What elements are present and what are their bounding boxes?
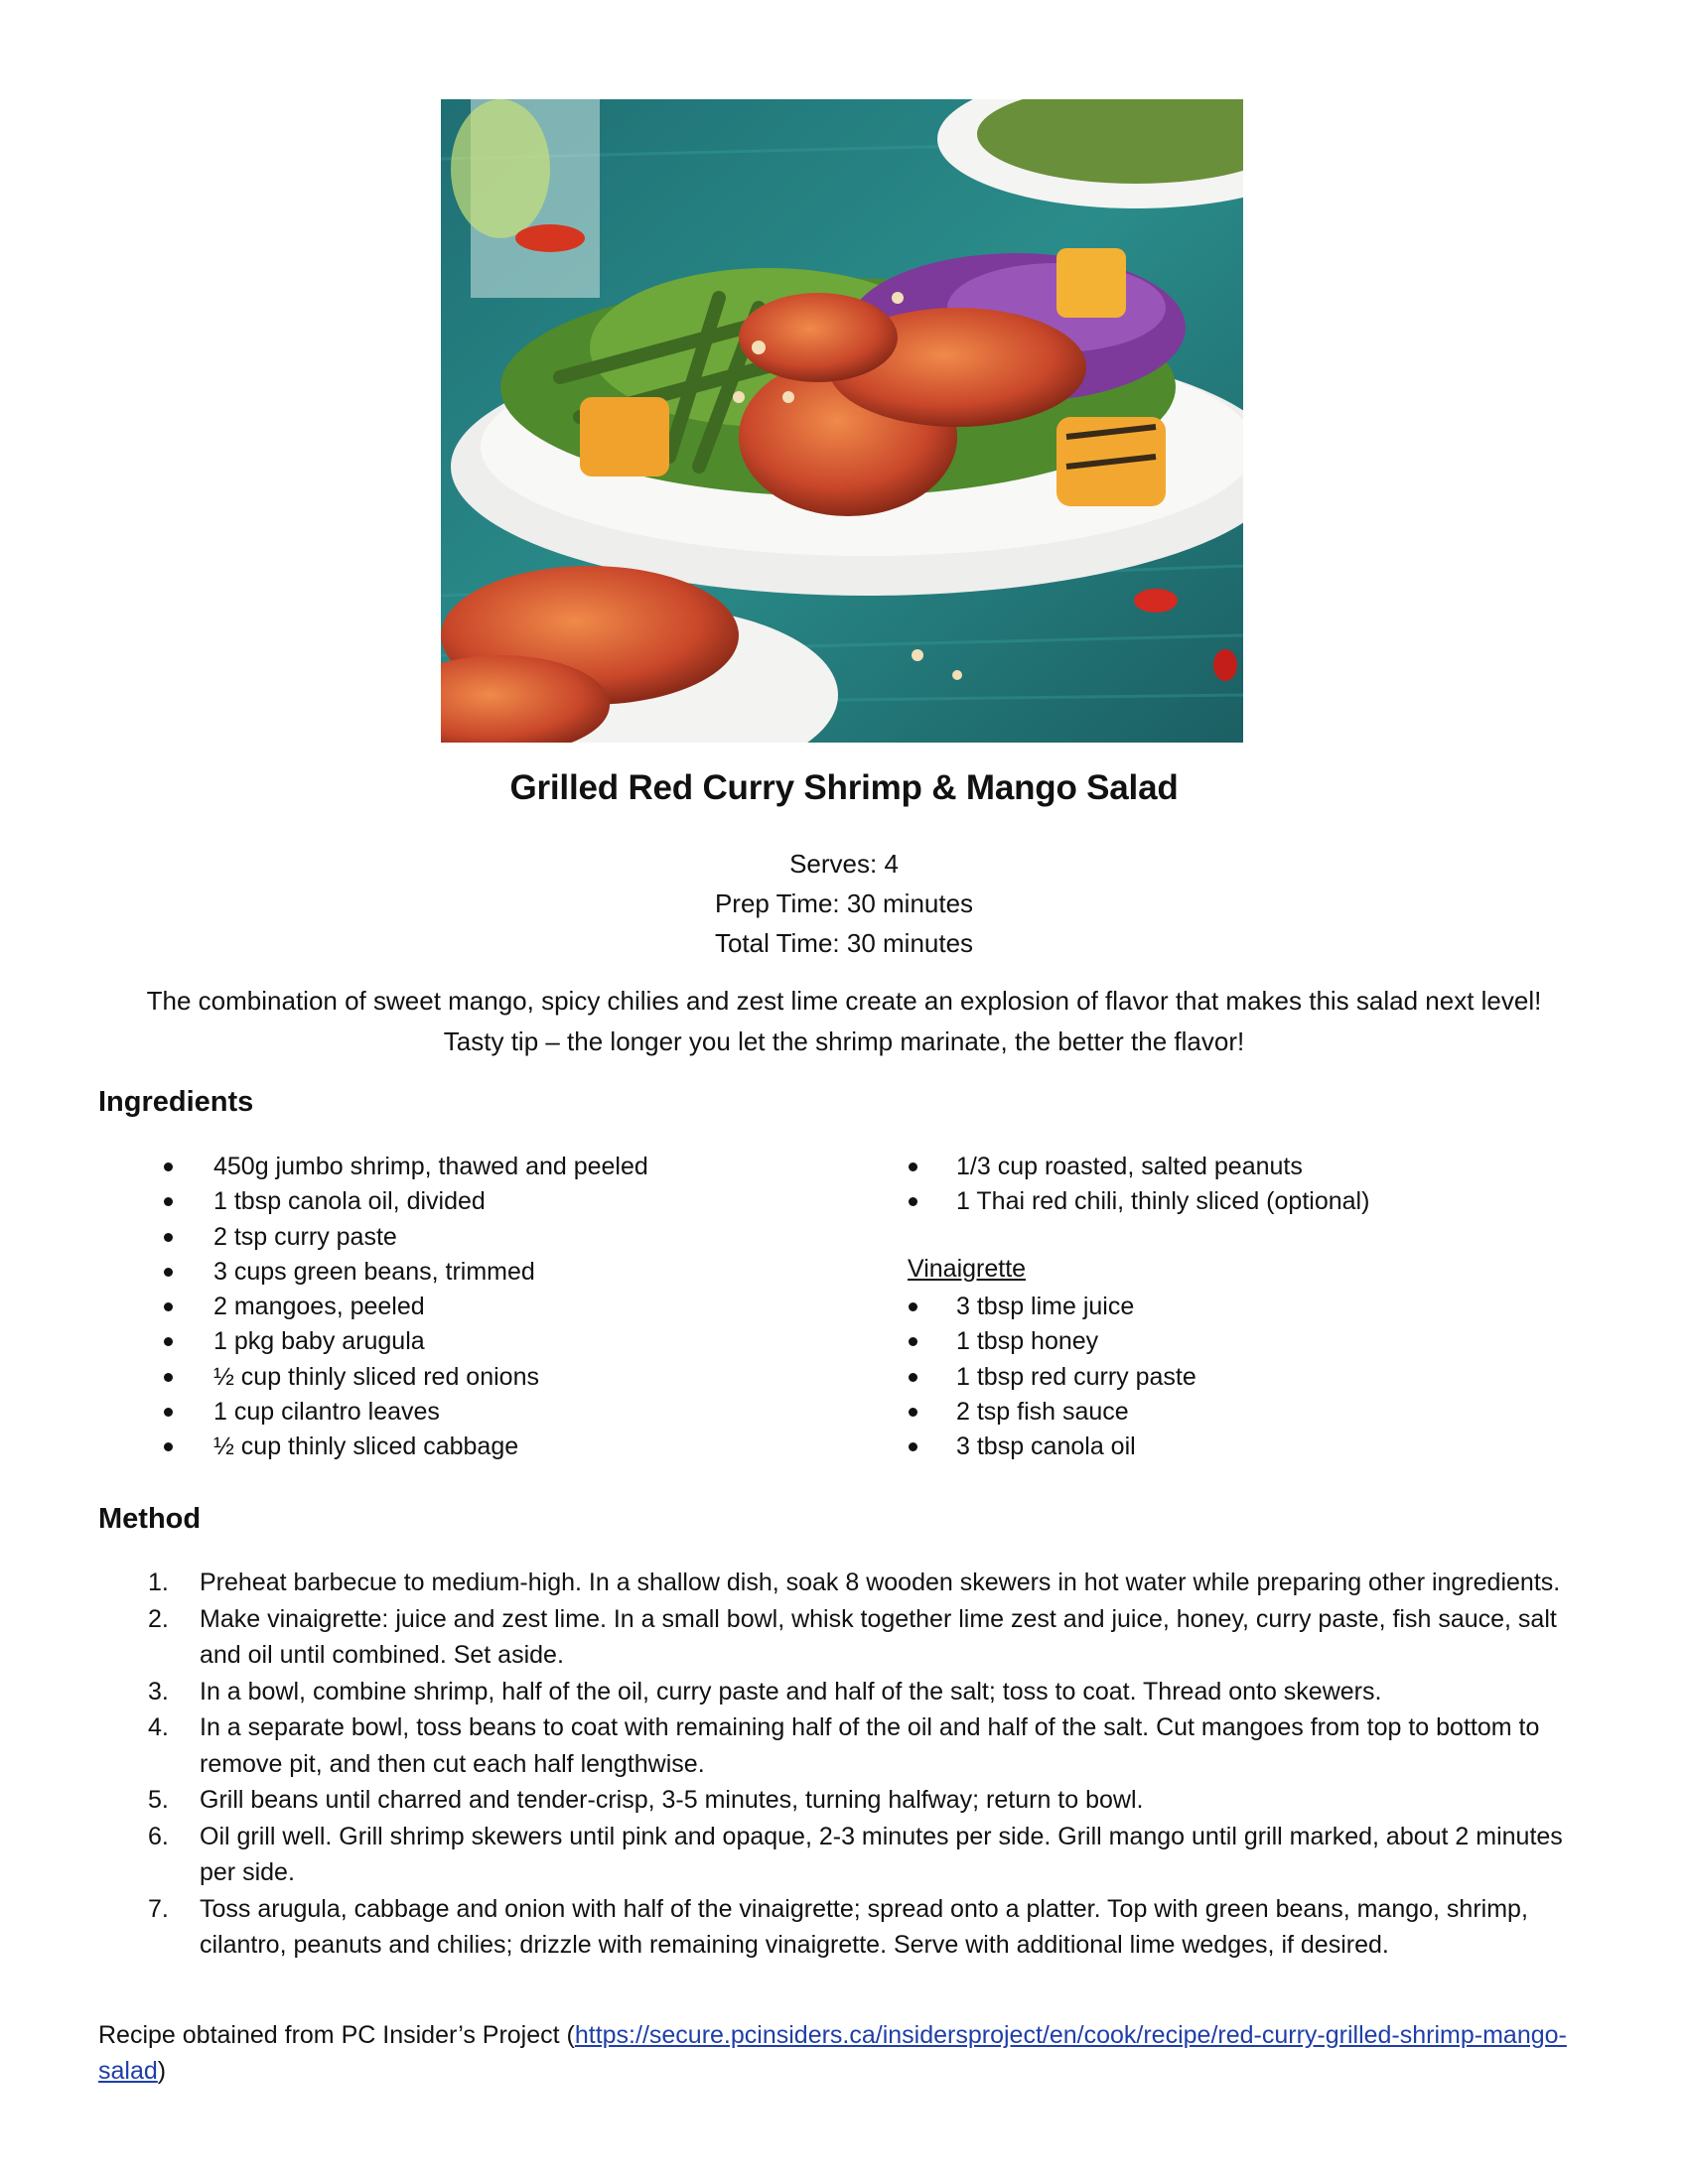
bullet-icon xyxy=(909,1162,917,1171)
bullet-icon xyxy=(909,1373,917,1382)
list-item: 1 Thai red chili, thinly sliced (optional) xyxy=(906,1184,1369,1219)
method-list xyxy=(139,1565,1589,1964)
list-item: 3 cups green beans, trimmed xyxy=(98,1255,648,1290)
recipe-intro: The combination of sweet mango, spicy chilies and zest lime create an explosion of flavor that makes this salad next level! Tasty tip – the longer you let the shrimp marinate, the better the flavor! xyxy=(146,986,1542,1056)
bullet-icon xyxy=(164,1233,173,1242)
list-item: ½ cup thinly sliced cabbage xyxy=(98,1430,648,1464)
bullet-icon xyxy=(164,1197,173,1206)
recipe-photo xyxy=(441,99,1243,743)
total-time-text: Total Time: 30 minutes xyxy=(714,928,974,958)
method-step: 3. In a bowl, combine shrimp, half of the oil, curry paste and half of the salt; toss to coat. Thread onto skewers. xyxy=(148,1677,1382,1706)
prep-time-text: Prep Time: 30 minutes xyxy=(714,888,974,918)
recipe-meta xyxy=(0,844,1688,963)
method-step: 7. Toss arugula, cabbage and onion with half of the vinaigrette; spread onto a platter. Top with green beans, mango, shrimp, cilantro, peanuts and chilies; drizzle with remaining vinaigrette. Serve with additional lime wedges, if desired. xyxy=(148,1894,1528,1959)
bullet-icon xyxy=(909,1442,917,1451)
list-item: 1 tbsp honey xyxy=(906,1324,1196,1359)
source-prefix: Recipe obtained from PC Insider’s Project ( xyxy=(98,2021,575,2049)
bullet-icon xyxy=(909,1197,917,1206)
bullet-icon xyxy=(164,1373,173,1382)
list-item: 3 tbsp lime juice xyxy=(906,1290,1196,1324)
list-item: 1 pkg baby arugula xyxy=(98,1324,648,1359)
method-heading: Method xyxy=(98,1503,202,1535)
method-step: 1. Preheat barbecue to medium-high. In a shallow dish, soak 8 wooden skewers in hot water while preparing other ingredients. xyxy=(148,1569,1561,1596)
bullet-icon xyxy=(909,1302,917,1311)
ingredients-heading: Ingredients xyxy=(98,1086,254,1118)
list-item: 2 mangoes, peeled xyxy=(98,1290,648,1324)
bullet-icon xyxy=(909,1337,917,1346)
method-step: 6. Oil grill well. Grill shrimp skewers until pink and opaque, 2-3 minutes per side. Grill mango until grill marked, about 2 minutes per side. xyxy=(148,1822,1563,1886)
ingredients-list xyxy=(98,1150,648,1465)
list-item: 2 tsp fish sauce xyxy=(906,1395,1196,1430)
bullet-icon xyxy=(164,1337,173,1346)
list-item: 3 tbsp canola oil xyxy=(906,1430,1196,1464)
list-item: ½ cup thinly sliced red onions xyxy=(98,1360,648,1395)
list-item: 2 tsp curry paste xyxy=(98,1220,648,1255)
bullet-icon xyxy=(909,1408,917,1417)
recipe-source xyxy=(98,2017,1588,2089)
vinaigrette-heading: Vinaigrette xyxy=(908,1255,1027,1283)
source-link[interactable]: https://secure.pcinsiders.ca/insidersproject/en/cook/recipe/red-curry-grilled-shrimp-mango-salad xyxy=(98,2021,1567,2085)
source-suffix: ) xyxy=(157,2057,167,2085)
list-item: 1 tbsp canola oil, divided xyxy=(98,1184,648,1219)
ingredients-list-extra xyxy=(906,1150,1369,1220)
vinaigrette-list xyxy=(906,1290,1196,1464)
list-item: 1 tbsp red curry paste xyxy=(906,1360,1196,1395)
serves-text: Serves: 4 xyxy=(789,849,899,879)
recipe-title: Grilled Red Curry Shrimp & Mango Salad xyxy=(509,768,1179,807)
method-step: 4. In a separate bowl, toss beans to coat with remaining half of the oil and half of the salt. Cut mangoes from top to bottom to remove pit, and then cut each half lengthwise. xyxy=(148,1713,1540,1778)
method-step: 2. Make vinaigrette: juice and zest lime. In a small bowl, whisk together lime zest and juice, honey, curry paste, fish sauce, salt and oil until combined. Set aside. xyxy=(148,1604,1557,1669)
list-item: 450g jumbo shrimp, thawed and peeled xyxy=(98,1150,648,1184)
list-item: 1 cup cilantro leaves xyxy=(98,1395,648,1430)
bullet-icon xyxy=(164,1408,173,1417)
method-step: 5. Grill beans until charred and tender-crisp, 3-5 minutes, turning halfway; return to bowl. xyxy=(148,1786,1144,1814)
bullet-icon xyxy=(164,1442,173,1451)
list-item: 1/3 cup roasted, salted peanuts xyxy=(906,1150,1369,1184)
bullet-icon xyxy=(164,1268,173,1277)
bullet-icon xyxy=(164,1302,173,1311)
bullet-icon xyxy=(164,1162,173,1171)
